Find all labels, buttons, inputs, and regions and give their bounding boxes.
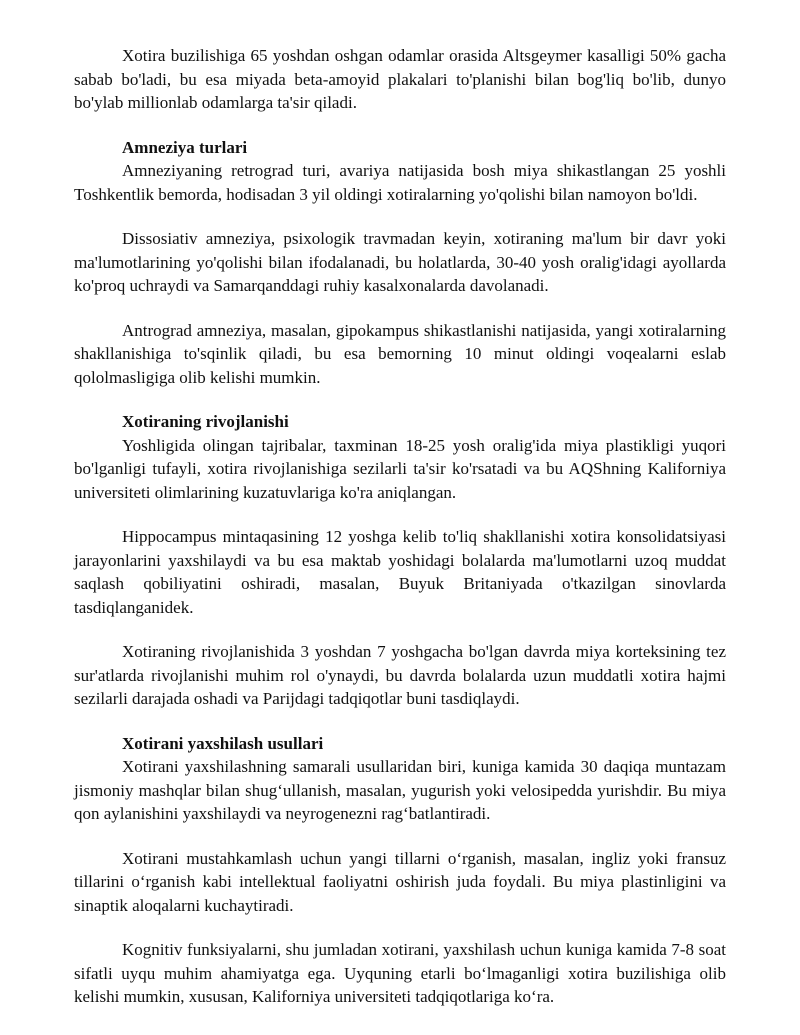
section-heading: Xotiraning rivojlanishi xyxy=(122,412,289,431)
section-memory-improvement xyxy=(74,732,726,1009)
section-heading: Xotirani yaxshilash usullari xyxy=(122,733,324,753)
section-memory-development xyxy=(74,410,726,711)
paragraph: Hippocampus mintaqasining 12 yoshga kelib to'liq shakllanishi xotira konsolidatsiyasi jarayonlarini yaxshilaydi va bu esa maktab yoshidagi bolalarda ma'lumotlarni uzoq muddat saqlash qobiliyatini oshiradi, masalan, Buyuk Britaniyada o'tkazilgan sinovlarda tasdiqlanganidek. xyxy=(74,527,726,617)
paragraph: Xotirani yaxshilashning samarali usullaridan biri, kuniga kamida 30 daqiqa muntazam jismoniy mashqlar bilan shug‘ullanish, masalan, yugurish yoki velosipedda yurishdir. Bu miya qon aylanishini yaxshilaydi va neyrogenezni rag‘batlantiradi. xyxy=(74,757,726,823)
document-page xyxy=(74,44,726,1009)
paragraph: Amneziyaning retrograd turi, avariya natijasida bosh miya shikastlangan 25 yoshli Toshkentlik bemorda, hodisadan 3 yil oldingi xotiralarning yo'qolishi bilan namoyon bo'ldi. xyxy=(74,161,726,204)
paragraph: Xotiraning rivojlanishida 3 yoshdan 7 yoshgacha bo'lgan davrda miya korteksining tez sur'atlarda rivojlanishi muhim rol o'ynaydi, bu davrda bolalarda uzun muddatli xotira hajmi sezilarli darajada oshadi va Parijdagi tadqiqotlar buni tasdiqlaydi. xyxy=(74,642,726,708)
paragraph: Kognitiv funksiyalarni, shu jumladan xotirani, yaxshilash uchun kuniga kamida 7-8 soat sifatli uyqu muhim ahamiyatga ega. Uyquning etarli bo‘lmaganligi xotira buzilishiga olib kelishi mumkin, xususan, Kaliforniya universiteti tadqiqotlariga ko‘ra. xyxy=(74,940,726,1006)
paragraph: Xotirani mustahkamlash uchun yangi tillarni o‘rganish, masalan, ingliz yoki fransuz tillarini o‘rganish kabi intellektual faoliyatni oshirish juda foydali. Bu miya plastinligini va sinaptik aloqalarni kuchaytiradi. xyxy=(74,848,726,915)
intro-paragraph: Xotira buzilishiga 65 yoshdan oshgan odamlar orasida Altsgeymer kasalligi 50% gacha sabab bo'ladi, bu esa miyada beta-amoyid plakalari to'planishi bilan bog'liq bo'lib, dunyo bo'ylab millionlab odamlarga ta'sir qiladi. xyxy=(74,46,726,112)
section-heading: Amneziya turlari xyxy=(122,137,248,157)
paragraph: Dissosiativ amneziya, psixologik travmadan keyin, xotiraning ma'lum bir davr yoki ma'lumotlarining yo'qolishi bilan ifodalanadi, bu holatlarda, 30-40 yosh oralig'idagi ayollarda ko'proq uchraydi va Samarqanddagi ruhiy kasalxonalarda davolanadi. xyxy=(74,229,726,295)
paragraph: Yoshligida olingan tajribalar, taxminan 18-25 yosh oralig'ida miya plastikligi yuqori bo'lganligi tufayli, xotira rivojlanishiga sezilarli ta'sir ko'rsatadi va bu AQShning Kaliforniya universiteti olimlarining kuzatuvlariga ko'ra aniqlangan. xyxy=(74,435,726,502)
section-amnesia-types xyxy=(74,136,726,390)
paragraph: Antrograd amneziya, masalan, gipokampus shikastlanishi natijasida, yangi xotiralarning shakllanishiga to'sqinlik qiladi, bu esa bemorning 10 minut oldingi voqealarni eslab qololmasligiga olib kelishi mumkin. xyxy=(74,320,726,387)
